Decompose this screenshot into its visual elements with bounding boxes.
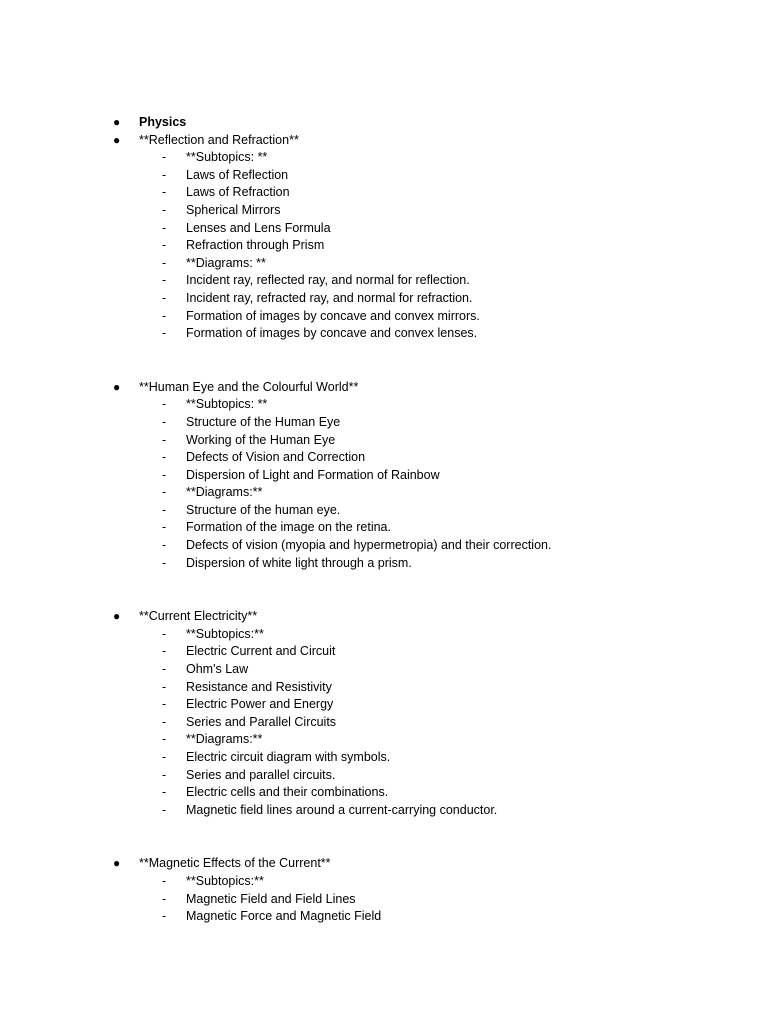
subtopic-text: Incident ray, refracted ray, and normal for refraction. <box>186 290 473 305</box>
section-gap <box>0 819 768 855</box>
subtopic-text: **Diagrams: ** <box>186 255 266 270</box>
dash-icon: - <box>162 397 167 412</box>
subtopic-text: Magnetic Force and Magnetic Field <box>186 909 382 924</box>
sub-list-item <box>0 290 768 308</box>
dash-icon: - <box>162 802 167 817</box>
dash-icon: - <box>162 873 167 888</box>
list-item <box>0 114 768 132</box>
list-item <box>0 608 768 626</box>
dash-icon: - <box>162 273 167 288</box>
sub-list-item <box>0 891 768 909</box>
topic-heading: **Magnetic Effects of the Current** <box>139 856 331 871</box>
dash-icon: - <box>162 414 167 429</box>
sub-list-item <box>0 679 768 697</box>
sub-list-item <box>0 555 768 573</box>
sub-list-item <box>0 467 768 485</box>
dash-icon: - <box>162 150 167 165</box>
sub-list-item <box>0 767 768 785</box>
subtopic-text: Formation of images by concave and convex lenses. <box>186 326 478 341</box>
dash-icon: - <box>162 308 167 323</box>
subtopic-text: Series and parallel circuits. <box>186 767 336 782</box>
dash-icon: - <box>162 626 167 641</box>
bullet-icon: ● <box>113 132 121 147</box>
dash-icon: - <box>162 644 167 659</box>
subtopic-text: Electric cells and their combinations. <box>186 785 389 800</box>
subtopic-text: Defects of vision (myopia and hypermetropia) and their correction. <box>186 538 552 553</box>
subtopic-text: Series and Parallel Circuits <box>186 714 337 729</box>
bullet-icon: ● <box>113 379 121 394</box>
bullet-icon: ● <box>113 115 121 129</box>
dash-icon: - <box>162 255 167 270</box>
subtopic-text: Laws of Reflection <box>186 167 289 182</box>
dash-icon: - <box>162 290 167 305</box>
dash-icon: - <box>162 697 167 712</box>
subtopic-text: Lenses and Lens Formula <box>186 220 331 235</box>
subtopic-text: **Subtopics: ** <box>186 150 268 165</box>
subtopic-text: Dispersion of white light through a prism. <box>186 555 412 570</box>
sub-list-item <box>0 537 768 555</box>
dash-icon: - <box>162 326 167 341</box>
dash-icon: - <box>162 220 167 235</box>
sub-list-item <box>0 325 768 343</box>
subtopic-text: Spherical Mirrors <box>186 202 281 217</box>
sub-list-item <box>0 784 768 802</box>
dash-icon: - <box>162 679 167 694</box>
sub-list-item <box>0 484 768 502</box>
bullet-icon: ● <box>113 609 121 624</box>
sub-list-item <box>0 184 768 202</box>
dash-icon: - <box>162 750 167 764</box>
subtopic-text: Electric circuit diagram with symbols. <box>186 750 391 764</box>
dash-icon: - <box>162 785 167 800</box>
dash-icon: - <box>162 450 167 465</box>
sub-list-item <box>0 202 768 220</box>
list-item <box>0 132 768 150</box>
sub-list-item <box>0 237 768 255</box>
dash-icon: - <box>162 767 167 782</box>
subtopic-text: **Diagrams:** <box>186 485 263 500</box>
section-gap <box>0 572 768 608</box>
dash-icon: - <box>162 167 167 182</box>
subtopic-text: Laws of Refraction <box>186 185 290 200</box>
list-item <box>0 855 768 873</box>
dash-icon: - <box>162 432 167 447</box>
sub-list-item <box>0 272 768 290</box>
dash-icon: - <box>162 891 167 906</box>
dash-icon: - <box>162 538 167 553</box>
sub-list-item <box>0 731 768 749</box>
subtopic-text: Magnetic Field and Field Lines <box>186 891 356 906</box>
sub-list-item <box>0 414 768 432</box>
subtopic-text: **Subtopics:** <box>186 626 264 641</box>
sub-list-item <box>0 220 768 238</box>
section-gap <box>0 343 768 379</box>
topic-heading: **Human Eye and the Colourful World** <box>139 379 359 394</box>
sub-list-item <box>0 873 768 891</box>
subtopic-text: Working of the Human Eye <box>186 432 336 447</box>
dash-icon: - <box>162 909 167 924</box>
subtopic-text: Electric Current and Circuit <box>186 644 336 659</box>
sub-list-item <box>0 696 768 714</box>
subtopic-text: Ohm's Law <box>186 662 249 677</box>
dash-icon: - <box>162 714 167 729</box>
outline-list <box>0 114 768 926</box>
dash-icon: - <box>162 485 167 500</box>
bullet-icon: ● <box>113 856 121 871</box>
subtopic-text: **Subtopics: ** <box>186 397 268 412</box>
dash-icon: - <box>162 520 167 535</box>
subtopic-text: Formation of images by concave and convex mirrors. <box>186 308 480 323</box>
sub-list-item <box>0 519 768 537</box>
sub-list-item <box>0 661 768 679</box>
sub-list-item <box>0 714 768 732</box>
subtopic-text: **Subtopics:** <box>186 873 264 888</box>
topic-heading: Physics <box>139 115 187 129</box>
list-item <box>0 379 768 397</box>
sub-list-item <box>0 255 768 273</box>
subtopic-text: Formation of the image on the retina. <box>186 520 391 535</box>
subtopic-text: Magnetic field lines around a current-carrying conductor. <box>186 802 498 817</box>
sub-list-item <box>0 749 768 767</box>
subtopic-text: Dispersion of Light and Formation of Rainbow <box>186 467 440 482</box>
subtopic-text: Resistance and Resistivity <box>186 679 332 694</box>
dash-icon: - <box>162 555 167 570</box>
topic-heading: **Reflection and Refraction** <box>139 132 299 147</box>
sub-list-item <box>0 308 768 326</box>
sub-list-item <box>0 802 768 820</box>
sub-list-item <box>0 626 768 644</box>
dash-icon: - <box>162 502 167 517</box>
dash-icon: - <box>162 732 167 747</box>
dash-icon: - <box>162 662 167 677</box>
sub-list-item <box>0 396 768 414</box>
topic-heading: **Current Electricity** <box>139 609 258 624</box>
subtopic-text: Structure of the Human Eye <box>186 414 341 429</box>
subtopic-text: Electric Power and Energy <box>186 697 334 712</box>
sub-list-item <box>0 643 768 661</box>
subtopic-text: Incident ray, reflected ray, and normal for reflection. <box>186 273 470 288</box>
dash-icon: - <box>162 467 167 482</box>
sub-list-item <box>0 149 768 167</box>
subtopic-text: **Diagrams:** <box>186 732 263 747</box>
subtopic-text: Refraction through Prism <box>186 238 325 253</box>
subtopic-text: Defects of Vision and Correction <box>186 450 366 465</box>
sub-list-item <box>0 167 768 185</box>
sub-list-item <box>0 432 768 450</box>
sub-list-item <box>0 908 768 926</box>
dash-icon: - <box>162 238 167 253</box>
dash-icon: - <box>162 185 167 200</box>
dash-icon: - <box>162 202 167 217</box>
sub-list-item <box>0 449 768 467</box>
subtopic-text: Structure of the human eye. <box>186 502 341 517</box>
sub-list-item <box>0 502 768 520</box>
